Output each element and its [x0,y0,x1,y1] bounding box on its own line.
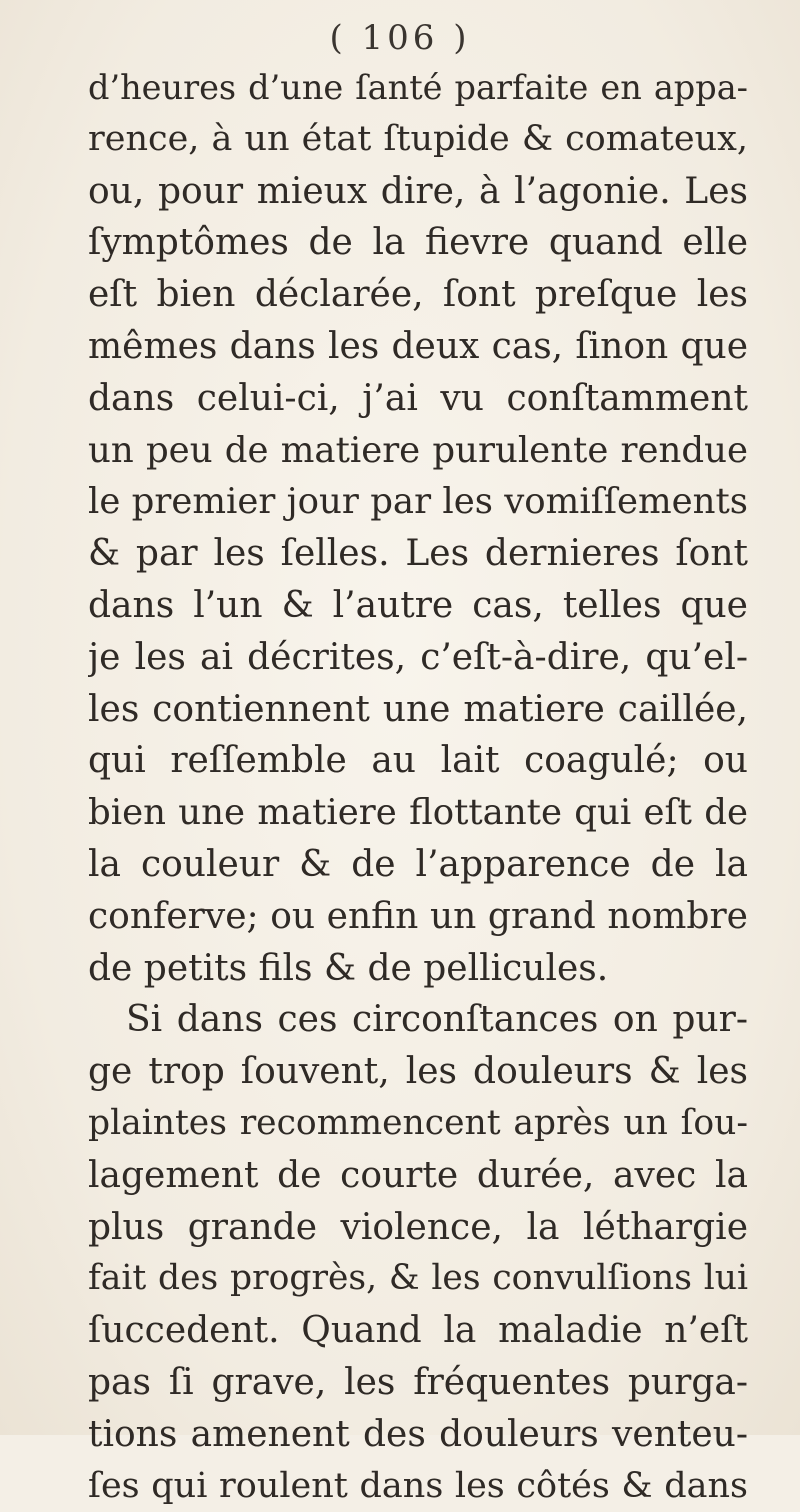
text-line: rence, à un état ſtupide & comateux, [88,118,748,159]
text-line: plaintes recommencent après un ſou- [88,1102,748,1143]
text-line: mêmes dans les deux cas, ſinon que [88,325,748,367]
text-line: plus grande violence, la léthargie [88,1206,748,1248]
text-line: ſymptômes de la fievre quand elle [88,222,748,264]
text-line: conferve; ou enfin un grand nombre [88,895,748,937]
text-line: d’heures d’une ſanté parfaite en appa- [88,68,748,107]
text-line: le premier jour par les vomiſſements [88,481,748,523]
text-line: bien une matiere flottante qui eſt de [88,792,748,834]
text-line: je les ai décrites, c’eſt-à-dire, qu’el- [88,636,748,678]
text-line: qui reſſemble au lait coagulé; ou [88,740,748,782]
text-line: un peu de matiere purulente rendue [88,429,748,471]
text-line: dans l’un & l’autre cas, telles que [88,584,748,626]
text-line: pas ſi grave, les fréquentes purga- [88,1361,748,1403]
body-text [88,62,748,1512]
text-line: tions amenent des douleurs venteu- [88,1413,748,1455]
text-line: dans celui-ci, j’ai vu conſtamment [88,377,748,419]
text-line: Si dans ces circonſtances on pur- [126,999,748,1041]
text-line: lagement de courte durée, avec la [88,1154,748,1196]
page-number: ( 106 ) [329,18,471,58]
text-line: ge trop ſouvent, les douleurs & les [88,1051,748,1093]
text-line: ſes qui roulent dans les côtés & dans [88,1465,748,1506]
text-line: ſuccedent. Quand la maladie n’eſt [88,1310,748,1352]
text-line: de petits fils & de pellicules. [88,947,609,989]
text-line: les contiennent une matiere caillée, [88,688,748,730]
text-line: ou, pour mieux dire, à l’agonie. Les [88,170,748,212]
text-line: fait des progrès, & les convulſions lui [88,1258,748,1299]
text-line: la couleur & de l’apparence de la [88,843,748,885]
text-line: eſt bien déclarée, ſont preſque les [88,274,748,316]
text-line: & par les ſelles. Les dernieres ſont [88,533,748,575]
